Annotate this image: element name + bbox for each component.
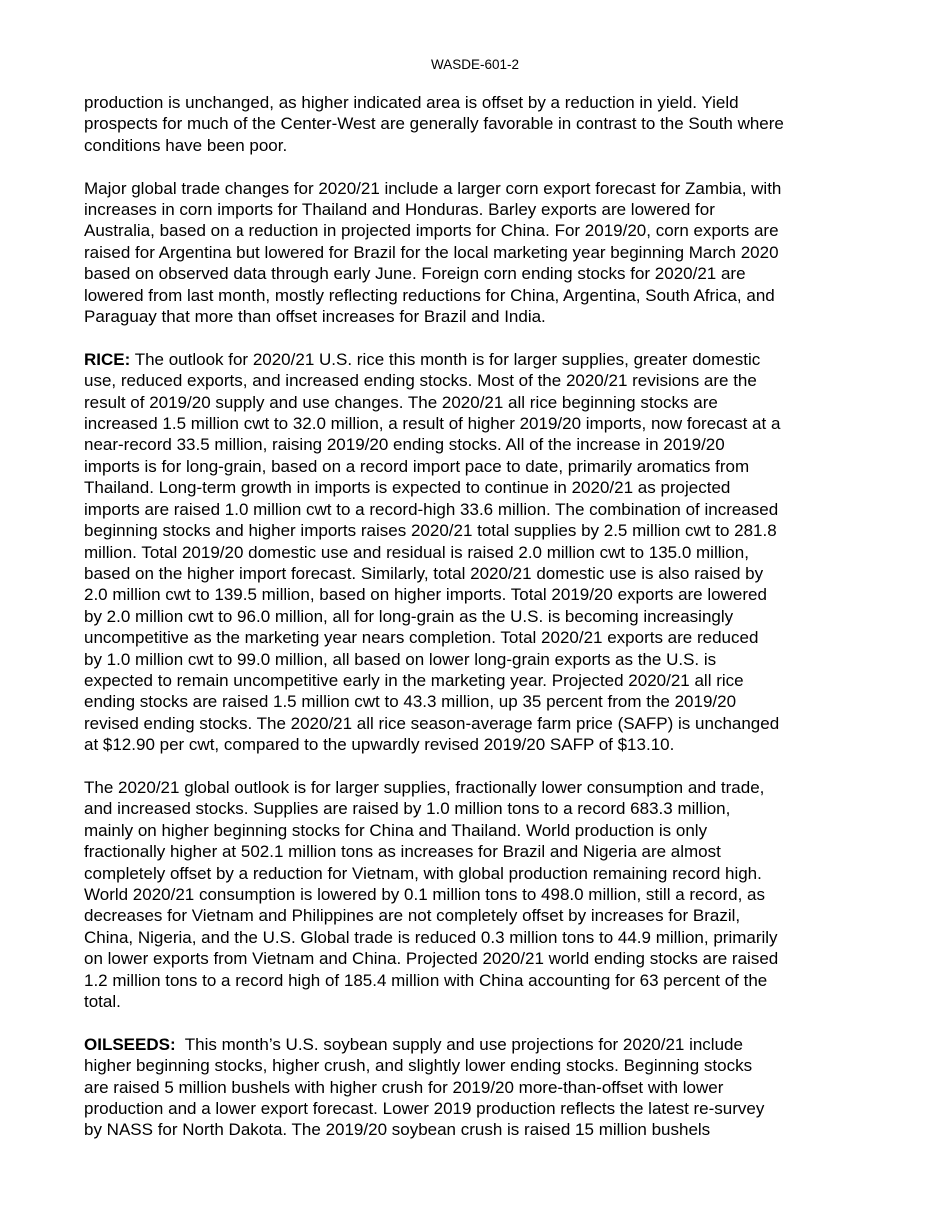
text-line: Paraguay that more than offset increases for Brazil and India. bbox=[84, 307, 546, 327]
text-line: total. bbox=[84, 992, 121, 1012]
text-line: uncompetitive as the marketing year nears completion. Total 2020/21 exports are reduced bbox=[84, 628, 759, 648]
text-line-content: The outlook for 2020/21 U.S. rice this month is for larger supplies, greater domestic bbox=[130, 349, 761, 369]
text-line: 2.0 million cwt to 139.5 million, based on higher imports. Total 2019/20 exports are lowered bbox=[84, 585, 767, 605]
text-line: 1.2 million tons to a record high of 185.4 million with China accounting for 63 percent of the bbox=[84, 970, 768, 990]
text-line: increased 1.5 million cwt to 32.0 million, a result of higher 2019/20 imports, now forecast at a bbox=[84, 414, 781, 434]
text-line: production and a lower export forecast. Lower 2019 production reflects the latest re-survey bbox=[84, 1099, 765, 1119]
paragraph-oilseeds bbox=[84, 1034, 874, 1141]
text-line: by 2.0 million cwt to 96.0 million, all for long-grain as the U.S. is becoming increasingly bbox=[84, 606, 734, 626]
text-line: mainly on higher beginning stocks for China and Thailand. World production is only bbox=[84, 820, 708, 840]
paragraph-rice-global bbox=[84, 777, 874, 1012]
text-line: Thailand. Long-term growth in imports is expected to continue in 2020/21 as projected bbox=[84, 478, 731, 498]
text-line: World 2020/21 consumption is lowered by 0.1 million tons to 498.0 million, still a record, as bbox=[84, 884, 765, 904]
text-line-content: This month’s U.S. soybean supply and use projections for 2020/21 include bbox=[175, 1034, 743, 1054]
paragraph-rice-us bbox=[84, 349, 874, 756]
text-line: and increased stocks. Supplies are raised by 1.0 million tons to a record 683.3 million, bbox=[84, 799, 731, 819]
text-line: million. Total 2019/20 domestic use and residual is raised 2.0 million cwt to 135.0 million, bbox=[84, 542, 749, 562]
text-line: beginning stocks and higher imports raises 2020/21 total supplies by 2.5 million cwt to 281.8 bbox=[84, 521, 777, 541]
text-line: at $12.90 per cwt, compared to the upwardly revised 2019/20 SAFP of $13.10. bbox=[84, 735, 675, 755]
text-line: The 2020/21 global outlook is for larger supplies, fractionally lower consumption and trade, bbox=[84, 777, 765, 797]
page-header bbox=[0, 57, 950, 73]
text-line: higher beginning stocks, higher crush, and slightly lower ending stocks. Beginning stocks bbox=[84, 1056, 753, 1076]
section-heading-rice: RICE: bbox=[84, 349, 131, 369]
text-line: imports is for long-grain, based on a record import pace to date, primarily aromatics from bbox=[84, 456, 750, 476]
text-line: based on the higher import forecast. Similarly, total 2020/21 domestic use is also raised by bbox=[84, 563, 764, 583]
text-line: by 1.0 million cwt to 99.0 million, all based on lower long-grain exports as the U.S. is bbox=[84, 649, 717, 669]
text-line: near-record 33.5 million, raising 2019/20 ending stocks. All of the increase in 2019/20 bbox=[84, 435, 725, 455]
text-line: revised ending stocks. The 2020/21 all rice season-average farm price (SAFP) is unchanged bbox=[84, 713, 780, 733]
text-line: increases in corn imports for Thailand and Honduras. Barley exports are lowered for bbox=[84, 200, 715, 220]
text-line bbox=[84, 1034, 874, 1055]
text-line: on lower exports from Vietnam and China. Projected 2020/21 world ending stocks are raised bbox=[84, 949, 779, 969]
text-line: by NASS for North Dakota. The 2019/20 soybean crush is raised 15 million bushels bbox=[84, 1120, 711, 1140]
text-line: are raised 5 million bushels with higher crush for 2019/20 more-than-offset with lower bbox=[84, 1077, 724, 1097]
text-line: conditions have been poor. bbox=[84, 135, 288, 155]
text-line: prospects for much of the Center-West are generally favorable in contrast to the South where bbox=[84, 114, 784, 134]
text-line: result of 2019/20 supply and use changes. The 2020/21 all rice beginning stocks are bbox=[84, 392, 718, 412]
text-line: Australia, based on a reduction in projected imports for China. For 2019/20, corn exports are bbox=[84, 221, 779, 241]
text-line: China, Nigeria, and the U.S. Global trade is reduced 0.3 million tons to 44.9 million, primarily bbox=[84, 927, 778, 947]
paragraph-corn-south-america bbox=[84, 92, 874, 156]
document-body bbox=[84, 92, 874, 1162]
page-number-label: WASDE-601-2 bbox=[430, 57, 520, 72]
paragraph-global-trade bbox=[84, 178, 874, 328]
text-line: based on observed data through early June. Foreign corn ending stocks for 2020/21 are bbox=[84, 264, 746, 284]
text-line: ending stocks are raised 1.5 million cwt to 43.3 million, up 35 percent from the 2019/20 bbox=[84, 692, 737, 712]
text-line: raised for Argentina but lowered for Brazil for the local marketing year beginning March 2020 bbox=[84, 242, 779, 262]
text-line: expected to remain uncompetitive early in the marketing year. Projected 2020/21 all rice bbox=[84, 670, 744, 690]
text-line: production is unchanged, as higher indicated area is offset by a reduction in yield. Yield bbox=[84, 93, 739, 112]
text-line bbox=[84, 349, 874, 370]
text-line: lowered from last month, mostly reflecting reductions for China, Argentina, South Africa, and bbox=[84, 285, 775, 305]
section-heading-oilseeds: OILSEEDS: bbox=[84, 1034, 176, 1054]
text-line: fractionally higher at 502.1 million tons as increases for Brazil and Nigeria are almost bbox=[84, 842, 721, 862]
text-line: completely offset by a reduction for Vietnam, with global production remaining record high. bbox=[84, 863, 762, 883]
text-line: imports are raised 1.0 million cwt to a record-high 33.6 million. The combination of increased bbox=[84, 499, 779, 519]
text-line: decreases for Vietnam and Philippines are not completely offset by increases for Brazil, bbox=[84, 906, 741, 926]
text-line: use, reduced exports, and increased ending stocks. Most of the 2020/21 revisions are the bbox=[84, 371, 757, 391]
text-line: Major global trade changes for 2020/21 include a larger corn export forecast for Zambia, with bbox=[84, 178, 782, 198]
